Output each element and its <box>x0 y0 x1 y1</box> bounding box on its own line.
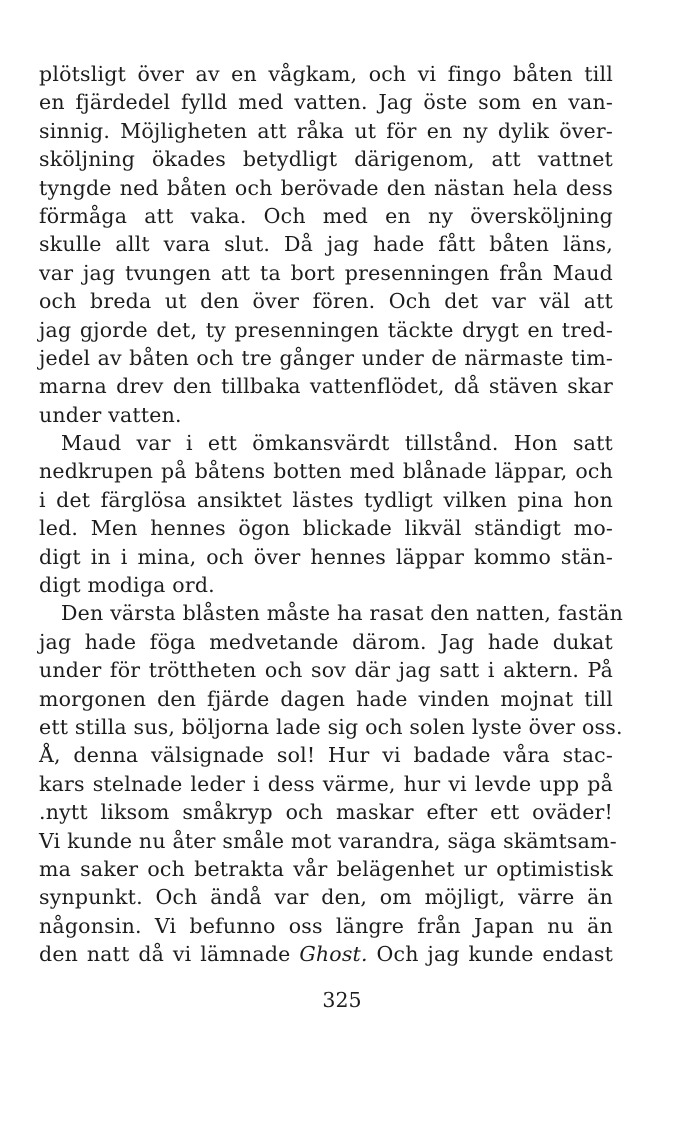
text-line-final <box>39 940 613 968</box>
text-line: led. Men hennes ögon blickade likväl ständigt mo- <box>39 516 613 541</box>
text-line: sinnig. Möjligheten att råka ut för en ny dylik över- <box>39 118 613 143</box>
text-line: jag hade föga medvetande därom. Jag hade dukat <box>39 629 613 654</box>
text-line: ma saker och betrakta vår belägenhet ur optimistisk <box>39 856 613 881</box>
text-line: skulle allt vara slut. Då jag hade fått båten läns, <box>39 232 613 257</box>
text-line: Den värsta blåsten måste ha rasat den natten, fastän <box>61 601 624 626</box>
body-text <box>39 60 624 969</box>
text-line: förmåga att vaka. Och med en ny översköljning <box>39 203 613 228</box>
text-line: under vatten. <box>39 402 182 427</box>
text-line: en fjärdedel fylld med vatten. Jag öste som en van- <box>39 90 613 115</box>
text-line: .nytt liksom småkryp och maskar efter ett oväder! <box>39 800 613 825</box>
text-line: jedel av båten och tre gånger under de närmaste tim- <box>39 345 613 370</box>
text-line: digt modiga ord. <box>39 573 215 598</box>
text-line: nedkrupen på båtens botten med blånade läppar, och <box>39 459 613 484</box>
text-line: tyngde ned båten och berövade den nästan hela dess <box>39 175 613 200</box>
text-line: Å, denna välsignade sol! Hur vi badade våra stac- <box>39 743 613 768</box>
text-line: marna drev den tillbaka vattenflödet, då stäven skar <box>39 374 613 399</box>
text-line: Vi kunde nu åter småle mot varandra, säga skämtsam- <box>39 828 617 853</box>
paragraph-2 <box>39 429 613 599</box>
text-line: under för tröttheten och sov där jag satt i aktern. På <box>39 658 613 683</box>
page-number: 325 <box>322 988 362 1012</box>
text-line: kars stelnade leder i dess värme, hur vi levde upp på <box>39 771 613 796</box>
italic-ship-name: Ghost. <box>299 942 368 967</box>
text-line: ett stilla sus, böljorna lade sig och solen lyste över oss. <box>39 714 623 739</box>
text-line: morgonen den fjärde dagen hade vinden mojnat till <box>39 686 613 711</box>
text-line: var jag tvungen att ta bort presenningen från Maud <box>39 260 613 285</box>
text-line: digt in i mina, och över hennes läppar kommo stän- <box>39 544 613 569</box>
paragraph-1 <box>39 60 613 429</box>
text-line: någonsin. Vi befunno oss längre från Japan nu än <box>39 913 613 938</box>
text-line: i det färglösa ansiktet lästes tydligt vilken pina hon <box>39 487 613 512</box>
paragraph-3 <box>39 599 624 968</box>
text-line: och breda ut den över fören. Och det var väl att <box>39 289 613 314</box>
text-line: synpunkt. Och ändå var den, om möjligt, värre än <box>39 885 613 910</box>
final-line-before: den natt då vi lämnade <box>39 942 300 967</box>
text-line: jag gjorde det, ty presenningen täckte drygt en tred- <box>39 317 613 342</box>
final-line-after: Och jag kunde endast <box>367 942 614 967</box>
text-line: sköljning ökades betydligt därigenom, att vattnet <box>39 147 613 172</box>
text-line: Maud var i ett ömkansvärdt tillstånd. Hon satt <box>61 431 613 456</box>
text-line: plötsligt över av en vågkam, och vi fingo båten till <box>39 62 613 86</box>
